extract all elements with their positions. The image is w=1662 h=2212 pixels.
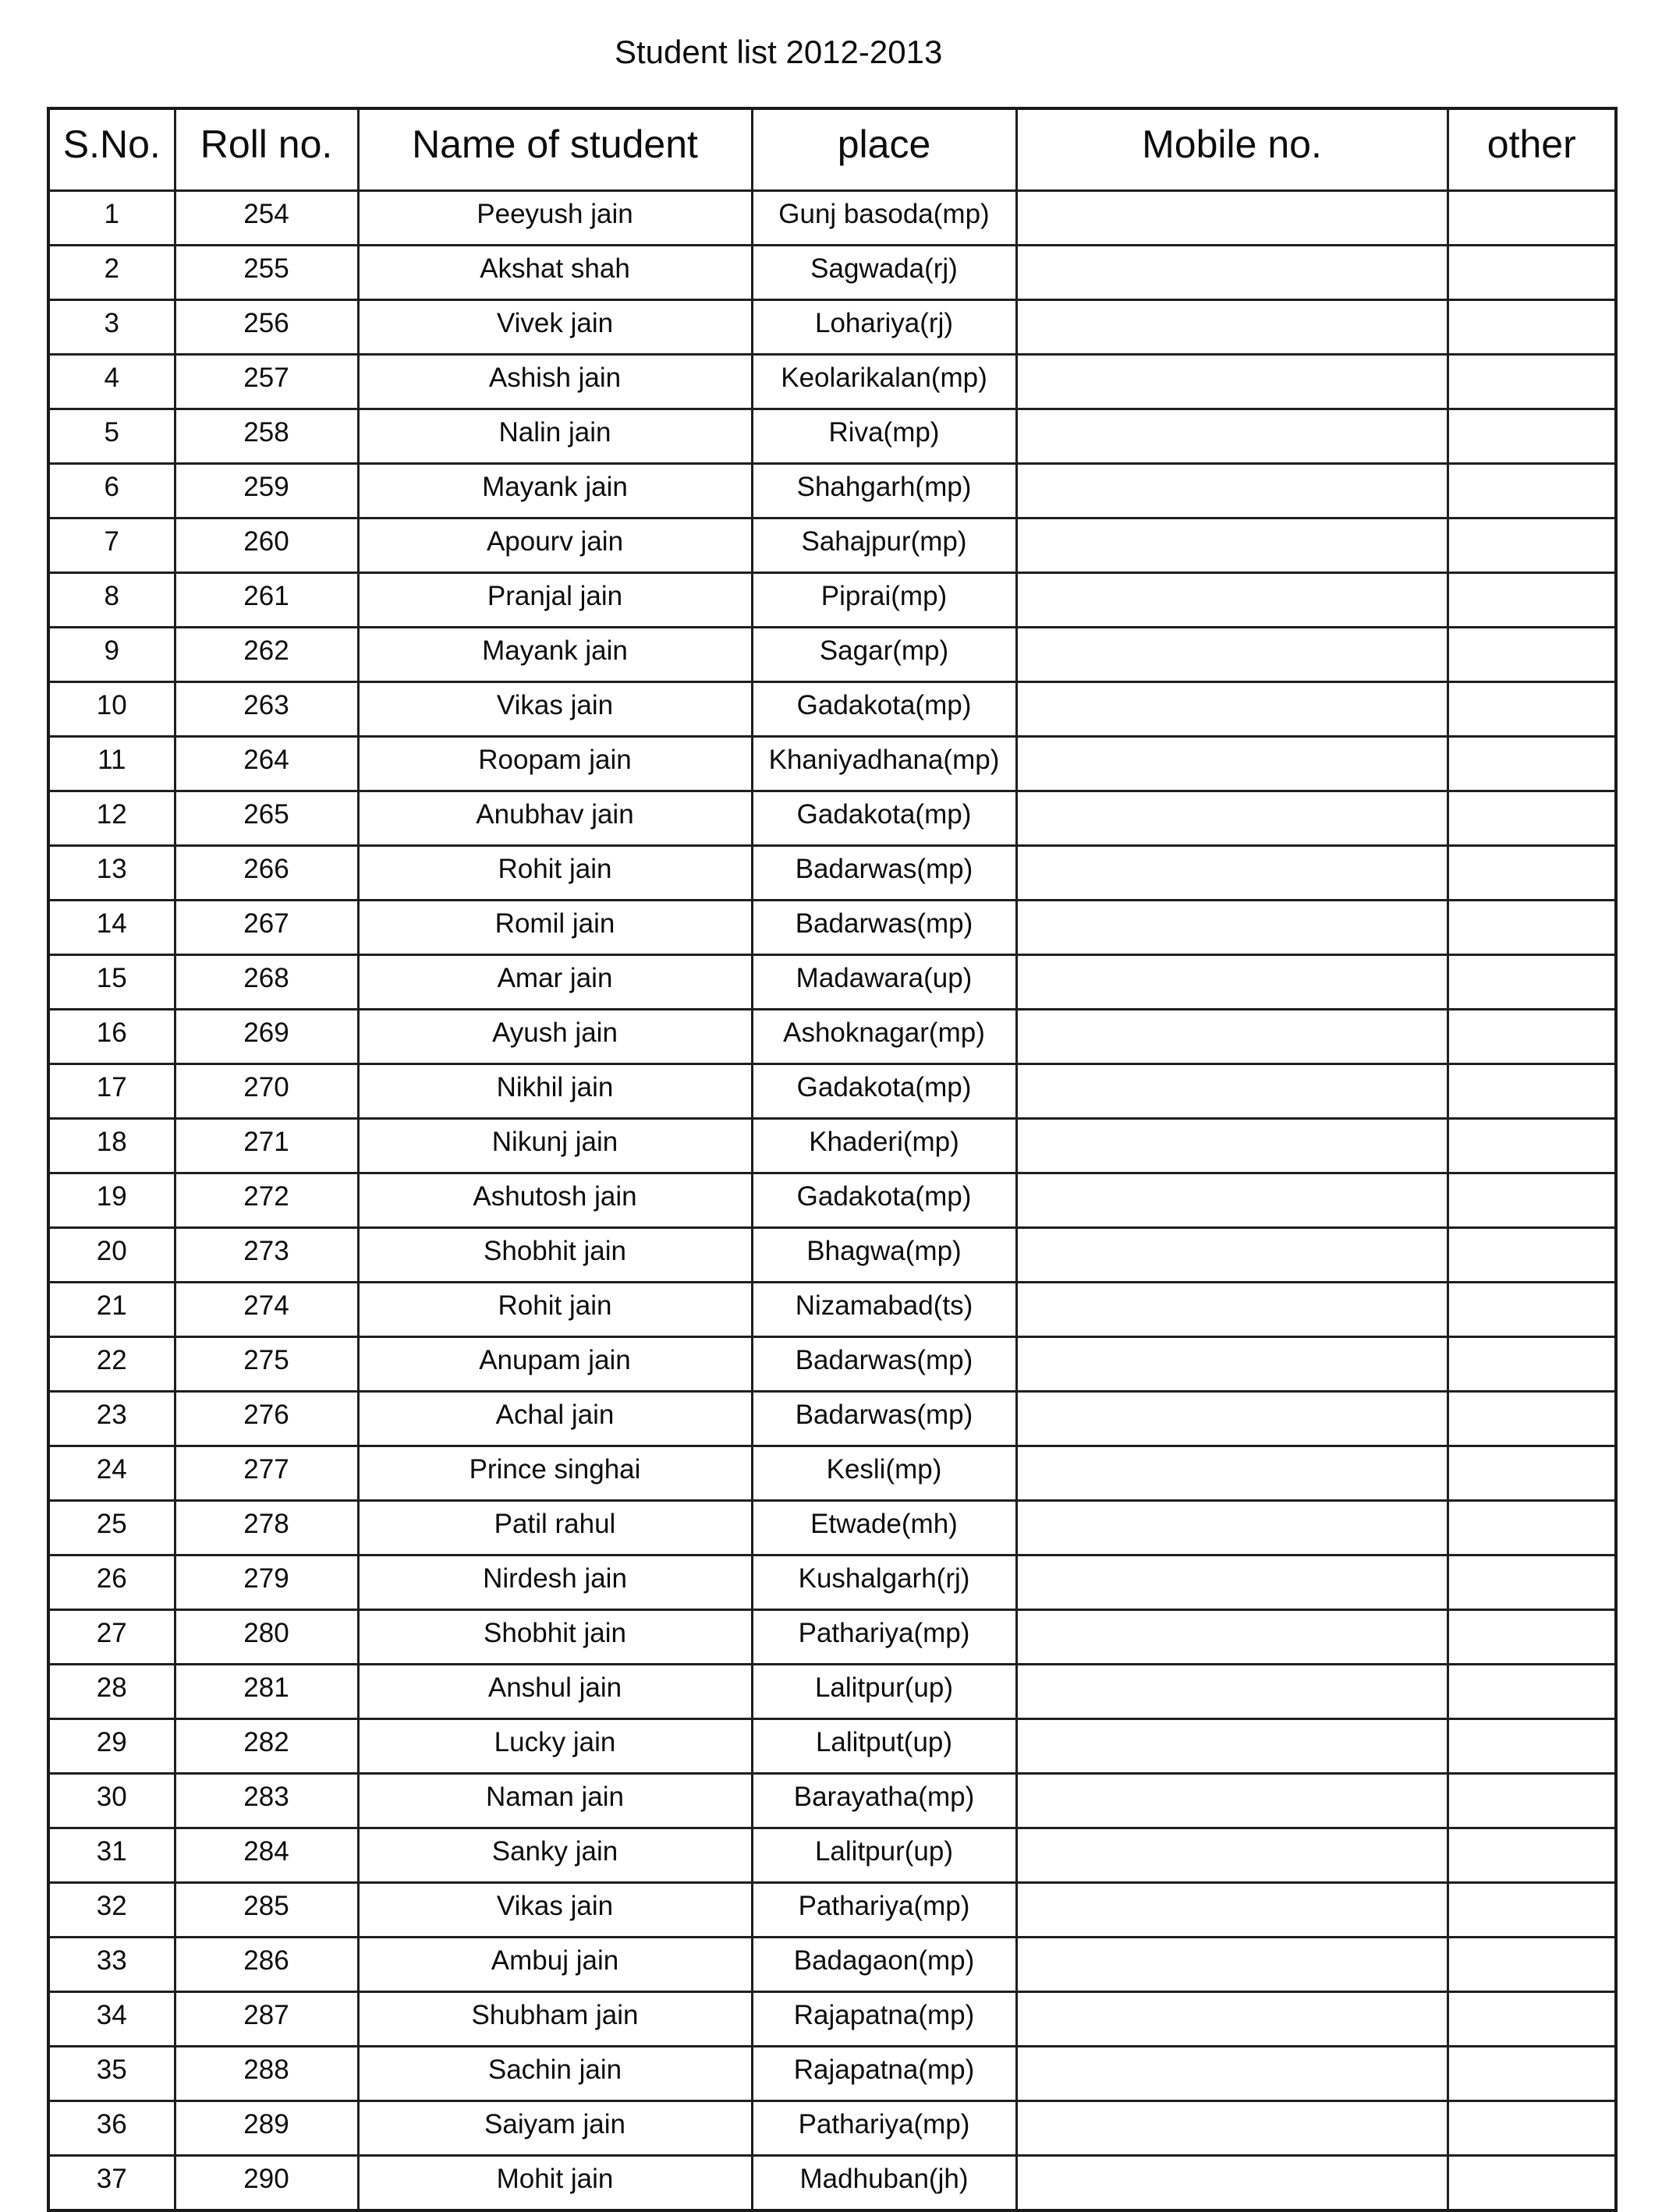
cell-mobile [1016, 682, 1448, 737]
cell-place: Shahgarh(mp) [752, 464, 1016, 518]
cell-sno: 33 [48, 1938, 175, 1992]
cell-name: Patil rahul [358, 1501, 752, 1555]
table-row [48, 1173, 1616, 1228]
cell-mobile [1016, 246, 1448, 300]
cell-sno: 13 [48, 846, 175, 901]
cell-rollno: 276 [175, 1392, 358, 1446]
cell-place: Lalitput(up) [752, 1719, 1016, 1774]
cell-sno: 1 [48, 191, 175, 246]
cell-place: Lalitpur(up) [752, 1665, 1016, 1719]
cell-name: Nikhil jain [358, 1064, 752, 1119]
cell-name: Mayank jain [358, 464, 752, 518]
cell-place: Gadakota(mp) [752, 791, 1016, 846]
cell-other [1448, 409, 1616, 464]
cell-name: Vivek jain [358, 300, 752, 355]
cell-name: Ayush jain [358, 1010, 752, 1064]
cell-sno: 8 [48, 573, 175, 628]
cell-mobile [1016, 1665, 1448, 1719]
cell-sno: 18 [48, 1119, 175, 1173]
cell-sno: 2 [48, 246, 175, 300]
cell-sno: 6 [48, 464, 175, 518]
cell-sno: 26 [48, 1555, 175, 1610]
cell-mobile [1016, 355, 1448, 409]
cell-other [1448, 518, 1616, 573]
cell-other [1448, 2101, 1616, 2156]
table-row [48, 1828, 1616, 1883]
cell-sno: 29 [48, 1719, 175, 1774]
cell-sno: 19 [48, 1173, 175, 1228]
cell-other [1448, 1774, 1616, 1828]
page-title: Student list 2012-2013 [615, 34, 943, 70]
cell-name: Mayank jain [358, 628, 752, 682]
table-row [48, 628, 1616, 682]
cell-sno: 15 [48, 955, 175, 1010]
cell-rollno: 268 [175, 955, 358, 1010]
cell-other [1448, 1337, 1616, 1392]
cell-mobile [1016, 1010, 1448, 1064]
cell-mobile [1016, 1555, 1448, 1610]
table-row [48, 573, 1616, 628]
cell-name: Shubham jain [358, 1992, 752, 2047]
cell-place: Badarwas(mp) [752, 846, 1016, 901]
cell-sno: 12 [48, 791, 175, 846]
table-row [48, 246, 1616, 300]
table-row [48, 2047, 1616, 2101]
cell-place: Riva(mp) [752, 409, 1016, 464]
cell-other [1448, 1283, 1616, 1337]
cell-mobile [1016, 1992, 1448, 2047]
cell-name: Roopam jain [358, 737, 752, 791]
cell-name: Achal jain [358, 1392, 752, 1446]
cell-name: Pranjal jain [358, 573, 752, 628]
cell-place: Ashoknagar(mp) [752, 1010, 1016, 1064]
cell-sno: 21 [48, 1283, 175, 1337]
cell-other [1448, 1010, 1616, 1064]
col-header-sno: S.No. [48, 108, 175, 191]
cell-name: Akshat shah [358, 246, 752, 300]
cell-mobile [1016, 1283, 1448, 1337]
cell-other [1448, 1173, 1616, 1228]
cell-place: Pathariya(mp) [752, 1883, 1016, 1938]
cell-name: Saiyam jain [358, 2101, 752, 2156]
cell-rollno: 254 [175, 191, 358, 246]
cell-place: Badarwas(mp) [752, 901, 1016, 955]
cell-rollno: 281 [175, 1665, 358, 1719]
table-row [48, 1228, 1616, 1283]
col-header-mobile: Mobile no. [1016, 108, 1448, 191]
cell-place: Rajapatna(mp) [752, 1992, 1016, 2047]
cell-place: Rajapatna(mp) [752, 2047, 1016, 2101]
cell-other [1448, 1446, 1616, 1501]
cell-rollno: 287 [175, 1992, 358, 2047]
cell-mobile [1016, 737, 1448, 791]
cell-other [1448, 1883, 1616, 1938]
cell-place: Madhuban(jh) [752, 2156, 1016, 2211]
cell-name: Nalin jain [358, 409, 752, 464]
cell-mobile [1016, 1337, 1448, 1392]
cell-name: Anupam jain [358, 1337, 752, 1392]
cell-rollno: 265 [175, 791, 358, 846]
cell-mobile [1016, 1228, 1448, 1283]
cell-sno: 3 [48, 300, 175, 355]
table-row [48, 1665, 1616, 1719]
cell-mobile [1016, 2101, 1448, 2156]
cell-other [1448, 1610, 1616, 1665]
cell-other [1448, 682, 1616, 737]
table-row [48, 464, 1616, 518]
table-row [48, 2101, 1616, 2156]
col-header-rollno: Roll no. [175, 108, 358, 191]
cell-sno: 35 [48, 2047, 175, 2101]
table-row [48, 1283, 1616, 1337]
cell-name: Sanky jain [358, 1828, 752, 1883]
cell-rollno: 260 [175, 518, 358, 573]
col-header-name: Name of student [358, 108, 752, 191]
cell-other [1448, 1392, 1616, 1446]
cell-mobile [1016, 628, 1448, 682]
table-row [48, 1392, 1616, 1446]
table-row [48, 846, 1616, 901]
cell-sno: 5 [48, 409, 175, 464]
cell-rollno: 255 [175, 246, 358, 300]
cell-sno: 24 [48, 1446, 175, 1501]
cell-mobile [1016, 1610, 1448, 1665]
cell-other [1448, 464, 1616, 518]
cell-mobile [1016, 2156, 1448, 2211]
table-row [48, 1337, 1616, 1392]
cell-rollno: 256 [175, 300, 358, 355]
cell-other [1448, 1064, 1616, 1119]
cell-rollno: 288 [175, 2047, 358, 2101]
cell-sno: 25 [48, 1501, 175, 1555]
cell-sno: 30 [48, 1774, 175, 1828]
cell-sno: 17 [48, 1064, 175, 1119]
cell-other [1448, 628, 1616, 682]
cell-mobile [1016, 573, 1448, 628]
table-row [48, 1774, 1616, 1828]
cell-mobile [1016, 1719, 1448, 1774]
cell-place: Khaniyadhana(mp) [752, 737, 1016, 791]
cell-sno: 28 [48, 1665, 175, 1719]
header-row [48, 108, 1616, 191]
cell-sno: 36 [48, 2101, 175, 2156]
cell-mobile [1016, 1064, 1448, 1119]
cell-place: Bhagwa(mp) [752, 1228, 1016, 1283]
cell-place: Badarwas(mp) [752, 1392, 1016, 1446]
cell-sno: 9 [48, 628, 175, 682]
cell-mobile [1016, 409, 1448, 464]
cell-place: Sagar(mp) [752, 628, 1016, 682]
cell-other [1448, 2047, 1616, 2101]
table-header [48, 108, 1616, 191]
col-header-place: place [752, 108, 1016, 191]
cell-rollno: 290 [175, 2156, 358, 2211]
cell-other [1448, 573, 1616, 628]
cell-name: Mohit jain [358, 2156, 752, 2211]
cell-other [1448, 355, 1616, 409]
cell-place: Pathariya(mp) [752, 2101, 1016, 2156]
table-row [48, 791, 1616, 846]
table-row [48, 682, 1616, 737]
cell-other [1448, 1719, 1616, 1774]
student-table [47, 107, 1618, 2212]
cell-name: Anshul jain [358, 1665, 752, 1719]
cell-place: Piprai(mp) [752, 573, 1016, 628]
cell-other [1448, 1938, 1616, 1992]
cell-rollno: 273 [175, 1228, 358, 1283]
cell-name: Ambuj jain [358, 1938, 752, 1992]
cell-rollno: 261 [175, 573, 358, 628]
cell-rollno: 278 [175, 1501, 358, 1555]
cell-rollno: 274 [175, 1283, 358, 1337]
cell-name: Rohit jain [358, 1283, 752, 1337]
table-row [48, 409, 1616, 464]
cell-sno: 11 [48, 737, 175, 791]
cell-other [1448, 1665, 1616, 1719]
cell-sno: 10 [48, 682, 175, 737]
cell-mobile [1016, 846, 1448, 901]
cell-place: Gadakota(mp) [752, 1173, 1016, 1228]
cell-name: Rohit jain [358, 846, 752, 901]
cell-mobile [1016, 1501, 1448, 1555]
cell-name: Anubhav jain [358, 791, 752, 846]
cell-sno: 34 [48, 1992, 175, 2047]
cell-place: Pathariya(mp) [752, 1610, 1016, 1665]
cell-mobile [1016, 1119, 1448, 1173]
table-row [48, 300, 1616, 355]
cell-other [1448, 300, 1616, 355]
cell-rollno: 289 [175, 2101, 358, 2156]
cell-rollno: 270 [175, 1064, 358, 1119]
cell-place: Badarwas(mp) [752, 1337, 1016, 1392]
cell-rollno: 283 [175, 1774, 358, 1828]
cell-place: Etwade(mh) [752, 1501, 1016, 1555]
cell-other [1448, 737, 1616, 791]
cell-other [1448, 955, 1616, 1010]
table-row [48, 1446, 1616, 1501]
table-row [48, 1555, 1616, 1610]
table-row [48, 955, 1616, 1010]
cell-other [1448, 1119, 1616, 1173]
cell-mobile [1016, 518, 1448, 573]
cell-mobile [1016, 1173, 1448, 1228]
cell-mobile [1016, 901, 1448, 955]
cell-rollno: 271 [175, 1119, 358, 1173]
cell-name: Vikas jain [358, 1883, 752, 1938]
cell-place: Lohariya(rj) [752, 300, 1016, 355]
cell-other [1448, 1992, 1616, 2047]
cell-rollno: 272 [175, 1173, 358, 1228]
cell-mobile [1016, 791, 1448, 846]
cell-mobile [1016, 1883, 1448, 1938]
cell-other [1448, 846, 1616, 901]
col-header-other: other [1448, 108, 1616, 191]
table-row [48, 1719, 1616, 1774]
cell-rollno: 259 [175, 464, 358, 518]
cell-sno: 22 [48, 1337, 175, 1392]
cell-rollno: 280 [175, 1610, 358, 1665]
cell-name: Prince singhai [358, 1446, 752, 1501]
cell-other [1448, 191, 1616, 246]
cell-mobile [1016, 1774, 1448, 1828]
cell-place: Gadakota(mp) [752, 682, 1016, 737]
cell-name: Sachin jain [358, 2047, 752, 2101]
cell-rollno: 262 [175, 628, 358, 682]
cell-name: Romil jain [358, 901, 752, 955]
cell-name: Ashish jain [358, 355, 752, 409]
cell-other [1448, 1501, 1616, 1555]
cell-rollno: 277 [175, 1446, 358, 1501]
table-row [48, 901, 1616, 955]
cell-name: Apourv jain [358, 518, 752, 573]
cell-name: Vikas jain [358, 682, 752, 737]
table-row [48, 1064, 1616, 1119]
table-row [48, 2156, 1616, 2211]
cell-other [1448, 1555, 1616, 1610]
cell-mobile [1016, 1938, 1448, 1992]
cell-name: Peeyush jain [358, 191, 752, 246]
cell-sno: 37 [48, 2156, 175, 2211]
table-row [48, 518, 1616, 573]
cell-rollno: 267 [175, 901, 358, 955]
cell-place: Kesli(mp) [752, 1446, 1016, 1501]
cell-rollno: 257 [175, 355, 358, 409]
cell-place: Sagwada(rj) [752, 246, 1016, 300]
cell-name: Shobhit jain [358, 1228, 752, 1283]
table-row [48, 1010, 1616, 1064]
cell-rollno: 285 [175, 1883, 358, 1938]
cell-sno: 7 [48, 518, 175, 573]
cell-place: Keolarikalan(mp) [752, 355, 1016, 409]
cell-sno: 14 [48, 901, 175, 955]
cell-place: Sahajpur(mp) [752, 518, 1016, 573]
cell-name: Nirdesh jain [358, 1555, 752, 1610]
cell-mobile [1016, 2047, 1448, 2101]
cell-other [1448, 901, 1616, 955]
cell-place: Madawara(up) [752, 955, 1016, 1010]
cell-mobile [1016, 464, 1448, 518]
cell-name: Ashutosh jain [358, 1173, 752, 1228]
cell-rollno: 279 [175, 1555, 358, 1610]
cell-sno: 31 [48, 1828, 175, 1883]
table-row [48, 1501, 1616, 1555]
cell-place: Barayatha(mp) [752, 1774, 1016, 1828]
cell-rollno: 263 [175, 682, 358, 737]
cell-rollno: 264 [175, 737, 358, 791]
cell-other [1448, 1828, 1616, 1883]
table-row [48, 1938, 1616, 1992]
cell-rollno: 286 [175, 1938, 358, 1992]
table-row [48, 355, 1616, 409]
table-row [48, 1992, 1616, 2047]
table-row [48, 1610, 1616, 1665]
cell-name: Amar jain [358, 955, 752, 1010]
cell-name: Naman jain [358, 1774, 752, 1828]
cell-sno: 27 [48, 1610, 175, 1665]
cell-mobile [1016, 1392, 1448, 1446]
table-row [48, 1119, 1616, 1173]
cell-rollno: 266 [175, 846, 358, 901]
cell-other [1448, 1228, 1616, 1283]
cell-mobile [1016, 1446, 1448, 1501]
cell-name: Shobhit jain [358, 1610, 752, 1665]
cell-rollno: 269 [175, 1010, 358, 1064]
table-row [48, 737, 1616, 791]
cell-place: Nizamabad(ts) [752, 1283, 1016, 1337]
cell-rollno: 284 [175, 1828, 358, 1883]
cell-name: Lucky jain [358, 1719, 752, 1774]
cell-other [1448, 246, 1616, 300]
cell-place: Khaderi(mp) [752, 1119, 1016, 1173]
cell-place: Badagaon(mp) [752, 1938, 1016, 1992]
cell-mobile [1016, 955, 1448, 1010]
cell-rollno: 282 [175, 1719, 358, 1774]
cell-sno: 32 [48, 1883, 175, 1938]
cell-place: Lalitpur(up) [752, 1828, 1016, 1883]
cell-other [1448, 2156, 1616, 2211]
cell-place: Gunj basoda(mp) [752, 191, 1016, 246]
student-table-body [48, 191, 1616, 2211]
cell-mobile [1016, 300, 1448, 355]
table-row [48, 191, 1616, 246]
cell-place: Gadakota(mp) [752, 1064, 1016, 1119]
cell-rollno: 275 [175, 1337, 358, 1392]
cell-mobile [1016, 191, 1448, 246]
cell-name: Nikunj jain [358, 1119, 752, 1173]
table-row [48, 1883, 1616, 1938]
cell-mobile [1016, 1828, 1448, 1883]
cell-place: Kushalgarh(rj) [752, 1555, 1016, 1610]
cell-other [1448, 791, 1616, 846]
cell-sno: 20 [48, 1228, 175, 1283]
cell-sno: 4 [48, 355, 175, 409]
cell-rollno: 258 [175, 409, 358, 464]
cell-sno: 23 [48, 1392, 175, 1446]
cell-sno: 16 [48, 1010, 175, 1064]
